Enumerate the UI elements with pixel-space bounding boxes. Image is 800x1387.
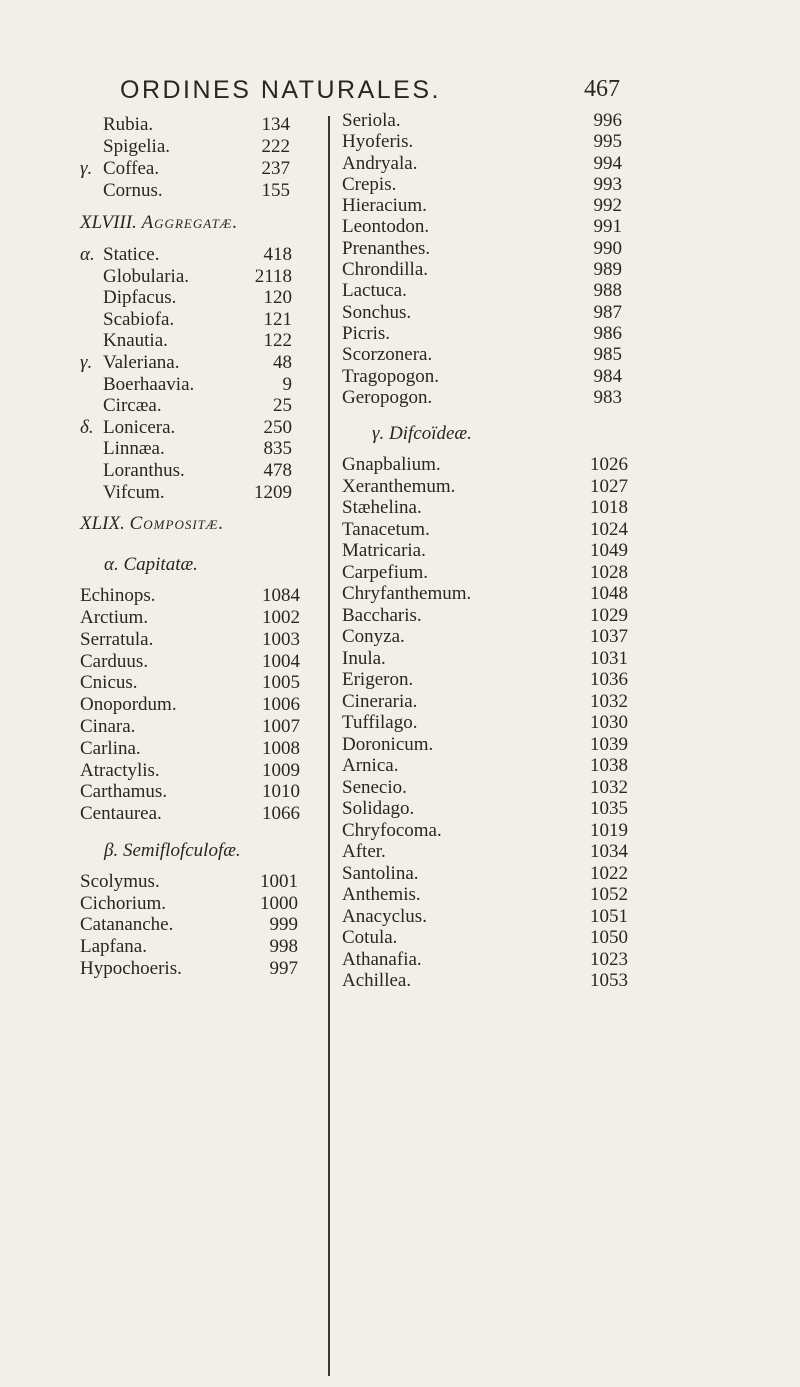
index-entry — [342, 884, 642, 906]
genus-name: Stæhelina. — [342, 497, 422, 519]
running-title: ORDINES NATURALES. — [120, 76, 441, 104]
genus-number: 1052 — [590, 884, 628, 906]
genus-name: Andryala. — [342, 152, 418, 174]
genus-name: Scorzonera. — [342, 344, 433, 366]
index-entry — [80, 651, 330, 673]
genus-number: 1049 — [590, 540, 628, 562]
section-heading-aggregatae — [80, 202, 330, 244]
section-name: Aggregatæ. — [141, 212, 239, 233]
genus-name: Sonchus. — [342, 301, 412, 323]
genus-number: 983 — [593, 386, 622, 408]
genus-name: Globularia. — [103, 265, 190, 287]
genus-number: 9 — [282, 373, 292, 395]
genus-number: 1006 — [262, 694, 300, 716]
genus-number: 994 — [593, 152, 622, 174]
index-entry — [342, 366, 642, 387]
genus-number: 990 — [593, 237, 622, 259]
entry-list-aggregatae — [80, 244, 330, 503]
genus-number: 985 — [593, 344, 622, 366]
section-numeral: XLIX. — [80, 513, 125, 535]
genus-number: 1051 — [590, 905, 628, 927]
index-entry — [80, 482, 330, 504]
genus-name: Chrondilla. — [342, 259, 429, 281]
genus-name: Spigelia. — [103, 136, 171, 157]
section-heading-compositae — [80, 503, 330, 545]
genus-number: 987 — [593, 301, 622, 323]
genus-name: Crepis. — [342, 173, 397, 195]
index-entry — [80, 585, 330, 607]
genus-number: 1048 — [590, 583, 628, 605]
genus-name: Scabiofa. — [103, 308, 175, 330]
genus-number: 1066 — [262, 803, 300, 825]
genus-number: 1002 — [262, 606, 300, 628]
genus-name: Leontodon. — [342, 216, 430, 238]
genus-name: Athanafia. — [342, 948, 422, 970]
genus-name: Echinops. — [80, 585, 156, 607]
index-entry — [342, 216, 642, 237]
entry-list-semiflosculosae-left — [80, 871, 330, 980]
genus-name: Lactuca. — [342, 280, 407, 302]
page-number: 467 — [584, 76, 620, 102]
genus-number: 991 — [593, 216, 622, 238]
genus-number: 1000 — [260, 892, 298, 914]
index-entry — [342, 540, 642, 562]
genus-name: Valeriana. — [103, 351, 180, 373]
index-entry — [80, 716, 330, 738]
genus-number: 1028 — [590, 561, 628, 583]
index-entry — [342, 280, 642, 301]
genus-name: Hyoferis. — [342, 131, 414, 153]
index-entry — [342, 238, 642, 259]
index-entry — [342, 648, 642, 670]
genus-number: 122 — [263, 330, 292, 352]
index-entry — [80, 629, 330, 651]
genus-name: Arctium. — [80, 606, 149, 628]
genus-name: Achillea. — [342, 970, 412, 992]
genus-number: 1031 — [590, 647, 628, 669]
index-entry — [342, 691, 642, 713]
genus-name: Cornus. — [103, 180, 163, 201]
genus-number: 1009 — [262, 759, 300, 781]
genus-name: Picris. — [342, 322, 391, 344]
genus-number: 1007 — [262, 715, 300, 737]
genus-name: Carpefium. — [342, 561, 429, 583]
genus-number: 134 — [261, 114, 290, 135]
genus-name: Serratula. — [80, 628, 154, 650]
entry-list-capitatae — [80, 585, 330, 825]
index-entry — [80, 958, 330, 980]
index-entry — [80, 738, 330, 760]
genus-name: Gnapbalium. — [342, 454, 441, 476]
genus-number: 1029 — [590, 604, 628, 626]
section-name: Compositæ. — [129, 513, 225, 535]
genus-number: 997 — [269, 958, 298, 980]
index-entry — [342, 927, 642, 949]
genus-name: Solidago. — [342, 798, 415, 820]
genus-number: 993 — [593, 173, 622, 195]
index-entry — [342, 153, 642, 174]
genus-number: 1024 — [590, 518, 628, 540]
genus-name: Carduus. — [80, 650, 149, 672]
genus-name: Carthamus. — [80, 781, 168, 803]
entry-marker: γ. — [80, 351, 93, 373]
genus-number: 1032 — [590, 776, 628, 798]
index-entry — [342, 344, 642, 365]
genus-number: 222 — [261, 136, 290, 157]
index-entry — [80, 395, 330, 417]
right-column — [342, 110, 642, 992]
genus-number: 155 — [261, 180, 290, 201]
index-entry — [342, 454, 642, 476]
genus-number: 1027 — [590, 475, 628, 497]
genus-name: Matricaria. — [342, 540, 426, 562]
genus-name: Seriola. — [342, 110, 401, 131]
index-entry — [342, 669, 642, 691]
genus-number: 986 — [593, 322, 622, 344]
index-entry — [80, 781, 330, 803]
genus-number: 237 — [261, 158, 290, 179]
subsection-heading-discoideae: γ. Difcoïdeæ. — [372, 423, 472, 445]
genus-number: 1037 — [590, 626, 628, 648]
genus-number: 121 — [263, 308, 292, 330]
genus-number: 995 — [593, 131, 622, 153]
index-entry — [80, 287, 330, 309]
index-entry — [80, 694, 330, 716]
genus-name: Cotula. — [342, 927, 398, 949]
index-entry — [342, 195, 642, 216]
genus-name: Doronicum. — [342, 733, 434, 755]
index-entry — [342, 497, 642, 519]
genus-number: 1005 — [262, 672, 300, 694]
index-entry — [80, 460, 330, 482]
entry-marker: α. — [80, 244, 95, 265]
index-entry — [342, 387, 642, 408]
index-entry — [80, 760, 330, 782]
genus-number: 1209 — [254, 481, 292, 503]
genus-number: 989 — [593, 259, 622, 281]
index-entry — [342, 583, 642, 605]
genus-name: Conyza. — [342, 626, 405, 648]
left-column — [80, 114, 330, 980]
index-entry — [342, 605, 642, 627]
genus-number: 2118 — [254, 265, 292, 287]
index-entry — [342, 712, 642, 734]
index-entry — [80, 607, 330, 629]
genus-number: 1018 — [590, 497, 628, 519]
genus-name: Cnicus. — [80, 672, 138, 694]
genus-number: 1032 — [590, 690, 628, 712]
genus-name: Anthemis. — [342, 884, 421, 906]
genus-name: Circæa. — [103, 395, 162, 417]
index-entry — [80, 438, 330, 460]
genus-name: Carlina. — [80, 737, 141, 759]
index-entry — [80, 158, 330, 180]
genus-number: 1036 — [590, 669, 628, 691]
index-entry — [342, 755, 642, 777]
entry-marker: γ. — [80, 158, 93, 179]
genus-number: 999 — [269, 914, 298, 936]
index-entry — [80, 330, 330, 352]
index-entry — [342, 174, 642, 195]
genus-number: 1039 — [590, 733, 628, 755]
index-entry — [80, 936, 330, 958]
genus-number: 1030 — [590, 712, 628, 734]
genus-name: Cineraria. — [342, 690, 418, 712]
genus-number: 1038 — [590, 755, 628, 777]
index-entry — [342, 906, 642, 928]
entry-list-semiflosculosae-right — [342, 110, 642, 408]
index-entry — [342, 259, 642, 280]
index-entry — [342, 863, 642, 885]
genus-name: Xeranthemum. — [342, 475, 456, 497]
genus-number: 1003 — [262, 628, 300, 650]
index-entry — [80, 417, 330, 439]
index-entry — [80, 309, 330, 331]
index-entry — [80, 114, 330, 136]
genus-name: Santolina. — [342, 862, 419, 884]
genus-name: Dipfacus. — [103, 287, 177, 309]
genus-name: Lapfana. — [80, 936, 147, 958]
genus-number: 996 — [593, 110, 622, 131]
genus-name: Geropogon. — [342, 386, 433, 408]
genus-number: 418 — [263, 244, 292, 265]
genus-name: Vifcum. — [103, 481, 165, 503]
index-entry — [342, 519, 642, 541]
genus-name: Tuffilago. — [342, 712, 418, 734]
genus-name: Scolymus. — [80, 870, 160, 892]
genus-name: Baccharis. — [342, 604, 422, 626]
genus-number: 1084 — [262, 585, 300, 607]
index-entry — [342, 820, 642, 842]
genus-name: Linnæa. — [103, 438, 165, 460]
genus-name: Statice. — [103, 244, 160, 265]
index-entry — [342, 562, 642, 584]
genus-name: Senecio. — [342, 776, 407, 798]
index-entry — [80, 244, 330, 266]
genus-number: 1053 — [590, 970, 628, 992]
genus-number: 478 — [263, 459, 292, 481]
genus-name: Coffea. — [103, 158, 160, 179]
index-entry — [80, 352, 330, 374]
genus-name: Tanacetum. — [342, 518, 430, 540]
index-entry — [80, 914, 330, 936]
subsection-heading-capitatae: α. Capitatæ. — [104, 554, 198, 576]
genus-name: Catananche. — [80, 914, 174, 936]
genus-number: 1008 — [262, 737, 300, 759]
genus-name: Knautia. — [103, 330, 168, 352]
index-entry — [342, 110, 642, 131]
section-numeral: XLVIII. — [80, 212, 137, 233]
index-entry — [80, 180, 330, 202]
index-entry — [342, 323, 642, 344]
genus-number: 1050 — [590, 927, 628, 949]
genus-number: 992 — [593, 195, 622, 217]
index-entry — [342, 949, 642, 971]
index-entry — [342, 841, 642, 863]
genus-number: 120 — [263, 287, 292, 309]
genus-name: Anacyclus. — [342, 905, 427, 927]
index-entry — [80, 266, 330, 288]
genus-name: Atractylis. — [80, 759, 160, 781]
genus-name: Rubia. — [103, 114, 154, 135]
index-entry — [80, 871, 330, 893]
genus-name: Cichorium. — [80, 892, 167, 914]
genus-number: 1022 — [590, 862, 628, 884]
genus-name: After. — [342, 841, 386, 863]
index-entry — [342, 476, 642, 498]
index-entry — [80, 374, 330, 396]
index-entry — [80, 672, 330, 694]
genus-number: 1023 — [590, 948, 628, 970]
genus-number: 1010 — [262, 781, 300, 803]
subsection-heading-semiflosculosae: β. Semiflofculofæ. — [104, 839, 241, 861]
genus-name: Hypochoeris. — [80, 958, 182, 980]
genus-name: Hieracium. — [342, 195, 427, 217]
genus-name: Onopordum. — [80, 694, 177, 716]
genus-name: Boerhaavia. — [103, 373, 195, 395]
entry-marker: δ. — [80, 416, 94, 438]
genus-number: 1004 — [262, 650, 300, 672]
index-entry — [342, 626, 642, 648]
entry-list-top — [80, 114, 330, 202]
genus-name: Chryfanthemum. — [342, 583, 472, 605]
genus-name: Loranthus. — [103, 459, 185, 481]
genus-number: 988 — [593, 280, 622, 302]
genus-number: 984 — [593, 365, 622, 387]
genus-name: Centaurea. — [80, 803, 162, 825]
genus-name: Inula. — [342, 647, 386, 669]
index-entry — [342, 798, 642, 820]
genus-number: 1035 — [590, 798, 628, 820]
genus-number: 1001 — [260, 870, 298, 892]
genus-number: 835 — [263, 438, 292, 460]
genus-name: Chryfocoma. — [342, 819, 442, 841]
index-entry — [80, 803, 330, 825]
genus-number: 25 — [273, 395, 292, 417]
genus-number: 1019 — [590, 819, 628, 841]
genus-name: Erigeron. — [342, 669, 414, 691]
genus-name: Lonicera. — [103, 416, 176, 438]
genus-number: 250 — [263, 416, 292, 438]
genus-number: 1034 — [590, 841, 628, 863]
index-entry — [80, 136, 330, 158]
index-entry — [342, 734, 642, 756]
genus-name: Prenanthes. — [342, 237, 431, 259]
genus-number: 48 — [273, 351, 292, 373]
index-entry — [342, 970, 642, 992]
genus-number: 998 — [269, 936, 298, 958]
index-entry — [342, 777, 642, 799]
index-entry — [342, 131, 642, 152]
genus-number: 1026 — [590, 454, 628, 476]
genus-name: Arnica. — [342, 755, 399, 777]
index-entry — [342, 302, 642, 323]
genus-name: Tragopogon. — [342, 365, 439, 387]
index-entry — [80, 893, 330, 915]
entry-list-discoideae — [342, 454, 642, 992]
genus-name: Cinara. — [80, 715, 136, 737]
